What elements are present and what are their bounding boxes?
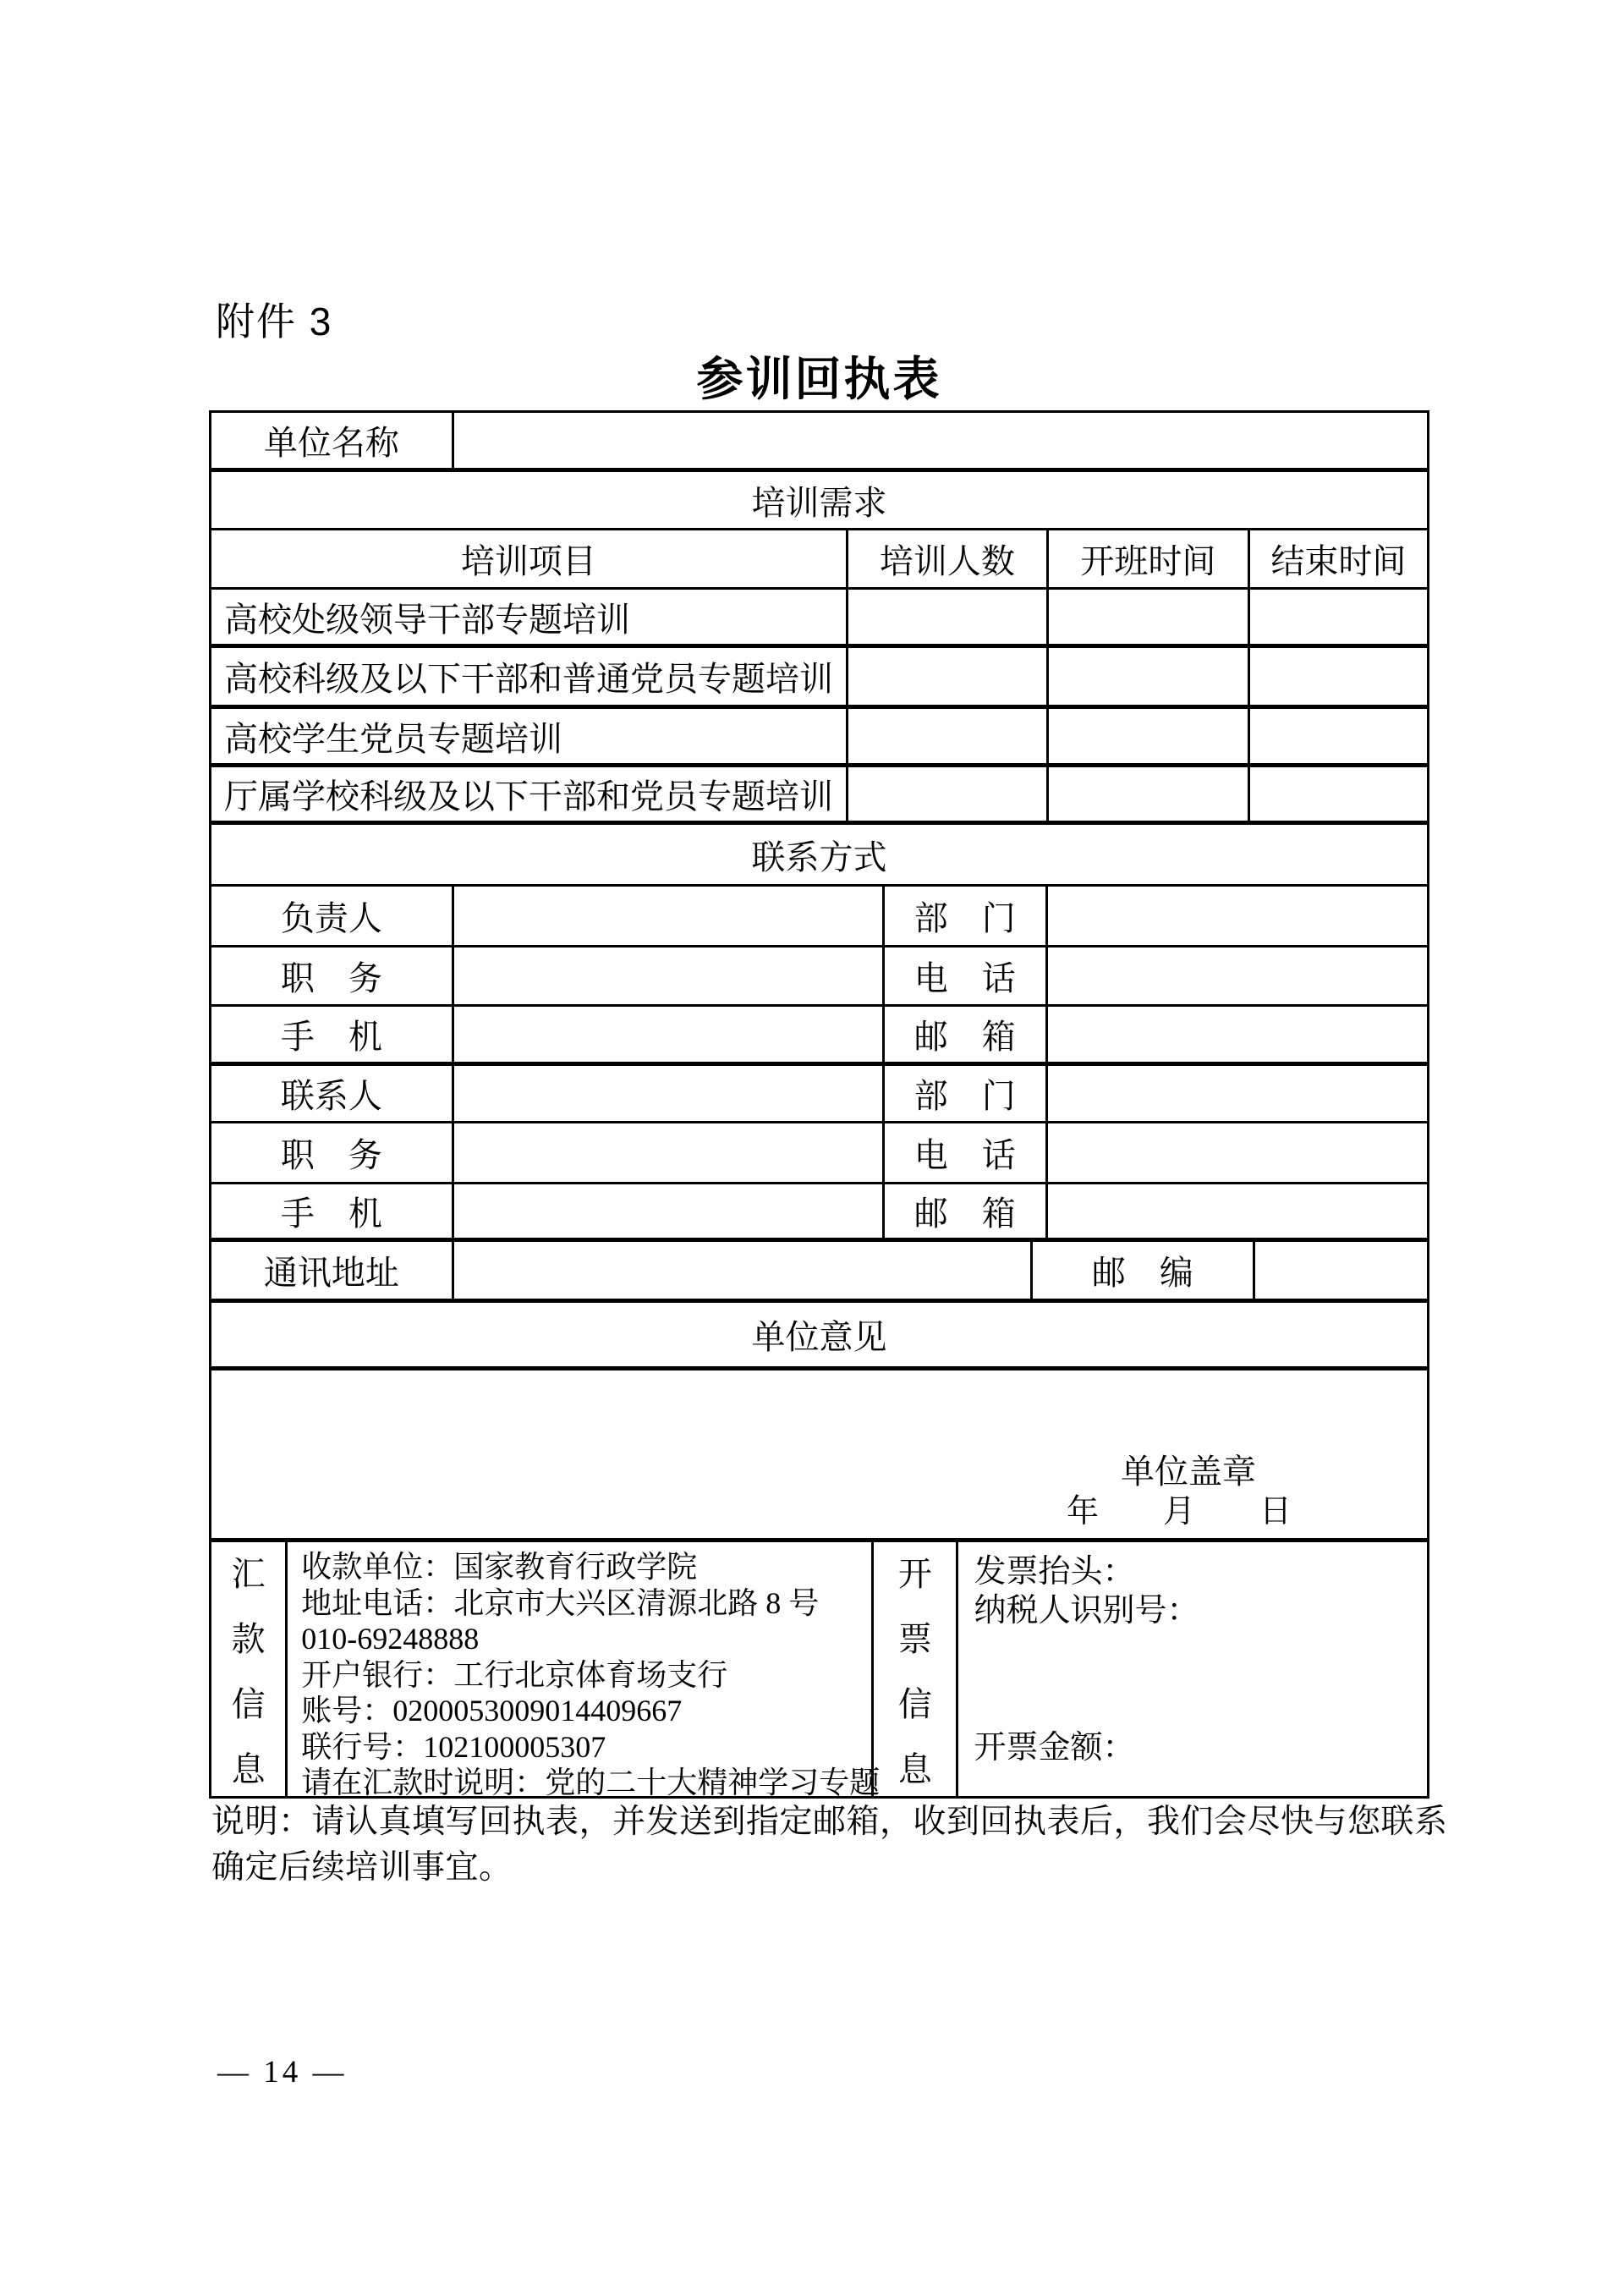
contact-value-left-cell (454, 1066, 885, 1121)
attachment-label: 附件 3 (216, 299, 333, 343)
training-row (211, 767, 1427, 825)
unit-name-label: 单位名称 (211, 413, 454, 468)
end-time-cell (1250, 709, 1427, 763)
contact-label-left: 联系人 (211, 1066, 454, 1121)
contact-header-row (211, 825, 1427, 887)
contact-value-right-cell (1048, 887, 1427, 945)
remittance-line: 账号：0200053009014409667 (301, 1694, 683, 1727)
contact-label-left: 手 机 (211, 1007, 454, 1062)
unit-name-row (211, 413, 1427, 472)
invoice-label-char: 信 (897, 1685, 932, 1723)
project-name-cell: 厅属学校科级及以下干部和党员专题培训 (211, 767, 848, 821)
training-row (211, 590, 1427, 648)
contact-value-left-cell (454, 1007, 885, 1062)
invoice-amount-label: 开票金额： (974, 1730, 1135, 1766)
contact-value-left-cell (454, 948, 885, 1004)
form-table (209, 410, 1429, 1799)
remittance-line: 010-69248888 (301, 1622, 480, 1656)
trainee-count-cell (848, 709, 1049, 763)
contact-label-right: 部 门 (885, 1066, 1048, 1121)
address-value-cell (454, 1242, 1033, 1299)
payment-info-row (211, 1542, 1427, 1799)
remittance-line: 收款单位：国家教育行政学院 (301, 1550, 698, 1584)
remittance-line: 开户银行：工行北京体育场支行 (301, 1657, 728, 1692)
remittance-label-char: 款 (231, 1620, 266, 1658)
contact-value-right-cell (1048, 1066, 1427, 1121)
invoice-vertical-label (874, 1542, 958, 1796)
contact-value-left-cell (454, 1184, 885, 1238)
training-row (211, 648, 1427, 709)
column-header-end-time: 结束时间 (1270, 542, 1407, 580)
contact-row (211, 1066, 1427, 1123)
section-header-opinion: 单位意见 (751, 1318, 887, 1356)
section-header-contact: 联系方式 (751, 838, 887, 876)
trainee-count-cell (848, 767, 1049, 821)
start-time-cell (1049, 767, 1250, 821)
unit-name-value-cell (454, 413, 1427, 468)
note-line: 说明：请认真填写回执表，并发送到指定邮箱，收到回执表后，我们会尽快与您联系 (211, 1804, 1448, 1840)
note-text (211, 1799, 1448, 1891)
opinion-stamp-row (211, 1370, 1427, 1542)
stamp-label: 单位盖章 (1121, 1453, 1256, 1491)
remittance-line: 请在汇款时说明：党的二十大精神学习专题 (301, 1766, 881, 1799)
training-columns-header-row (211, 530, 1427, 590)
training-row (211, 709, 1427, 767)
remittance-label-char: 汇 (231, 1555, 266, 1593)
contact-value-right-cell (1048, 948, 1427, 1004)
address-label: 通讯地址 (211, 1242, 454, 1299)
project-name-cell: 高校学生党员专题培训 (211, 709, 848, 763)
contact-row (211, 887, 1427, 948)
remittance-label-char: 息 (231, 1750, 266, 1788)
trainee-count-cell (848, 648, 1049, 705)
end-time-cell (1250, 767, 1427, 821)
contact-row (211, 1007, 1427, 1066)
remittance-label-char: 信 (231, 1685, 266, 1723)
date-label: 年 月 日 (1066, 1494, 1292, 1530)
contact-label-right: 邮 箱 (885, 1007, 1048, 1062)
remittance-line: 联行号：102100005307 (301, 1729, 606, 1764)
start-time-cell (1049, 590, 1250, 644)
page-title: 参训回执表 (696, 354, 942, 405)
contact-label-left: 手 机 (211, 1184, 454, 1238)
project-name-cell: 高校科级及以下干部和普通党员专题培训 (211, 648, 848, 705)
page-number: — 14 — (217, 2055, 348, 2090)
contact-value-right-cell (1048, 1184, 1427, 1238)
stamp-area (211, 1370, 1427, 1538)
postcode-value-cell (1255, 1242, 1427, 1299)
remittance-details (288, 1542, 881, 1799)
column-header-start-time: 开班时间 (1049, 530, 1250, 587)
remittance-line: 地址电话：北京市大兴区清源北路 8 号 (301, 1585, 820, 1620)
contact-value-left-cell (454, 887, 885, 945)
start-time-cell (1049, 648, 1250, 705)
opinion-header-row (211, 1303, 1427, 1370)
contact-row (211, 948, 1427, 1007)
contact-label-right: 电 话 (885, 1123, 1048, 1182)
project-name-cell: 高校处级领导干部专题培训 (211, 590, 848, 644)
invoice-title-label: 发票抬头： (974, 1554, 1135, 1590)
contact-value-left-cell (454, 1123, 885, 1182)
invoice-label-char: 开 (897, 1555, 932, 1593)
training-needs-header-row (211, 472, 1427, 530)
invoice-details (958, 1542, 1427, 1796)
invoice-label-char: 息 (897, 1750, 932, 1788)
section-header-training-needs: 培训需求 (751, 483, 887, 522)
end-time-cell (1250, 648, 1427, 705)
column-header-count: 培训人数 (848, 530, 1049, 587)
start-time-cell (1049, 709, 1250, 763)
end-time-cell (1250, 590, 1427, 644)
postcode-label: 邮 编 (1033, 1242, 1255, 1299)
invoice-label-char: 票 (897, 1620, 932, 1658)
contact-label-left: 职 务 (211, 1123, 454, 1182)
contact-label-right: 部 门 (885, 887, 1048, 945)
trainee-count-cell (848, 590, 1049, 644)
column-header-project: 培训项目 (211, 530, 848, 587)
contact-value-right-cell (1048, 1123, 1427, 1182)
contact-row (211, 1123, 1427, 1184)
address-row (211, 1242, 1427, 1303)
contact-label-left: 职 务 (211, 948, 454, 1004)
contact-label-right: 电 话 (885, 948, 1048, 1004)
contact-row (211, 1184, 1427, 1242)
remittance-vertical-label (211, 1542, 288, 1796)
contact-value-right-cell (1048, 1007, 1427, 1062)
contact-label-right: 邮 箱 (885, 1184, 1048, 1238)
contact-label-left: 负责人 (211, 887, 454, 945)
invoice-taxid-label: 纳税人识别号： (974, 1593, 1199, 1629)
note-line: 确定后续培训事宜。 (211, 1849, 513, 1886)
